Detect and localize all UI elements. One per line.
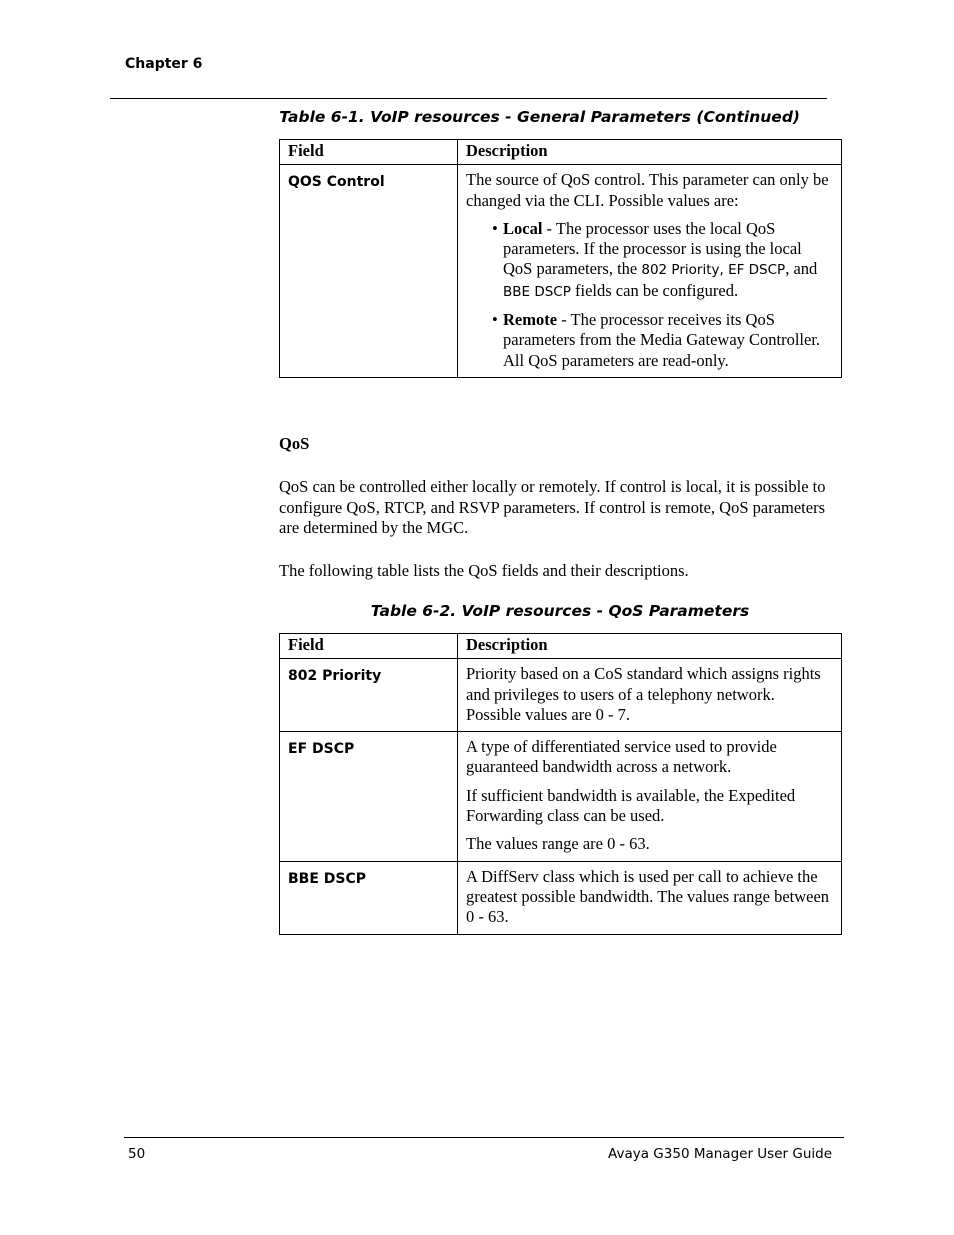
column-header-field: Field	[280, 634, 458, 659]
field-name: EF DSCP	[280, 732, 458, 861]
field-name: BBE DSCP	[280, 861, 458, 934]
table-caption-6-1: Table 6-1. VoIP resources - General Parameters (Continued)	[279, 108, 800, 126]
table-row	[280, 861, 842, 934]
table-row	[280, 659, 842, 732]
guide-title: Avaya G350 Manager User Guide	[608, 1146, 832, 1162]
header-rule	[110, 98, 827, 99]
page-number: 50	[128, 1146, 146, 1162]
field-name: QOS Control	[280, 165, 458, 378]
general-parameters-table	[279, 139, 842, 378]
list-item-local: • Local - The processor uses the local QoS parameters. If the processor is using the local QoS parameters, the 802 Priority, EF DSCP, and BBE DSCP fields can be configured.	[492, 218, 818, 300]
field-description: A type of differentiated service used to provide guaranteed bandwidth across a network. If sufficient bandwidth is available, the Expedited Forwarding class can be used. The values range are 0 - 63.	[458, 732, 842, 861]
footer-rule	[124, 1137, 844, 1138]
field-description	[458, 165, 842, 378]
list-item-remote: • Remote - The processor receives its QoS parameters from the Media Gateway Controller. All QoS parameters are read-only.	[492, 310, 821, 370]
column-header-description: Description	[458, 634, 842, 659]
bullet-icon: •	[492, 218, 498, 238]
column-header-description: Description	[458, 140, 842, 165]
bullet-icon: •	[492, 310, 498, 330]
table-header-row	[280, 634, 842, 659]
field-name: 802 Priority	[280, 659, 458, 732]
values-list	[466, 219, 833, 371]
chapter-heading: Chapter 6	[125, 56, 203, 72]
field-ref-bbe-dscp: BBE DSCP	[503, 283, 571, 300]
field-ref-ef-dscp: EF DSCP	[728, 262, 786, 279]
qos-parameters-table	[279, 633, 842, 935]
body-paragraph: The following table lists the QoS fields and their descriptions.	[279, 561, 689, 580]
table-header-row	[280, 140, 842, 165]
field-description: A DiffServ class which is used per call to achieve the greatest possible bandwidth. The values range between 0 - 63.	[458, 861, 842, 934]
table-caption-6-2: Table 6-2. VoIP resources - QoS Parameters	[370, 602, 750, 620]
field-ref-802-priority: 802 Priority	[641, 262, 720, 279]
section-title: QoS	[279, 434, 310, 453]
body-paragraph: QoS can be controlled either locally or remotely. If control is local, it is possible to configure QoS, RTCP, and RSVP parameters. If control is remote, QoS parameters are determined by the MGC.	[279, 477, 826, 537]
field-description: Priority based on a CoS standard which assigns rights and privileges to users of a telephony network. Possible values are 0 - 7.	[458, 659, 842, 732]
table-row	[280, 732, 842, 861]
description-intro: The source of QoS control. This parameter can only be changed via the CLI. Possible values are:	[466, 170, 829, 210]
table-row	[280, 165, 842, 378]
term-remote: Remote	[503, 310, 558, 330]
term-local: Local	[503, 218, 543, 238]
column-header-field: Field	[280, 140, 458, 165]
